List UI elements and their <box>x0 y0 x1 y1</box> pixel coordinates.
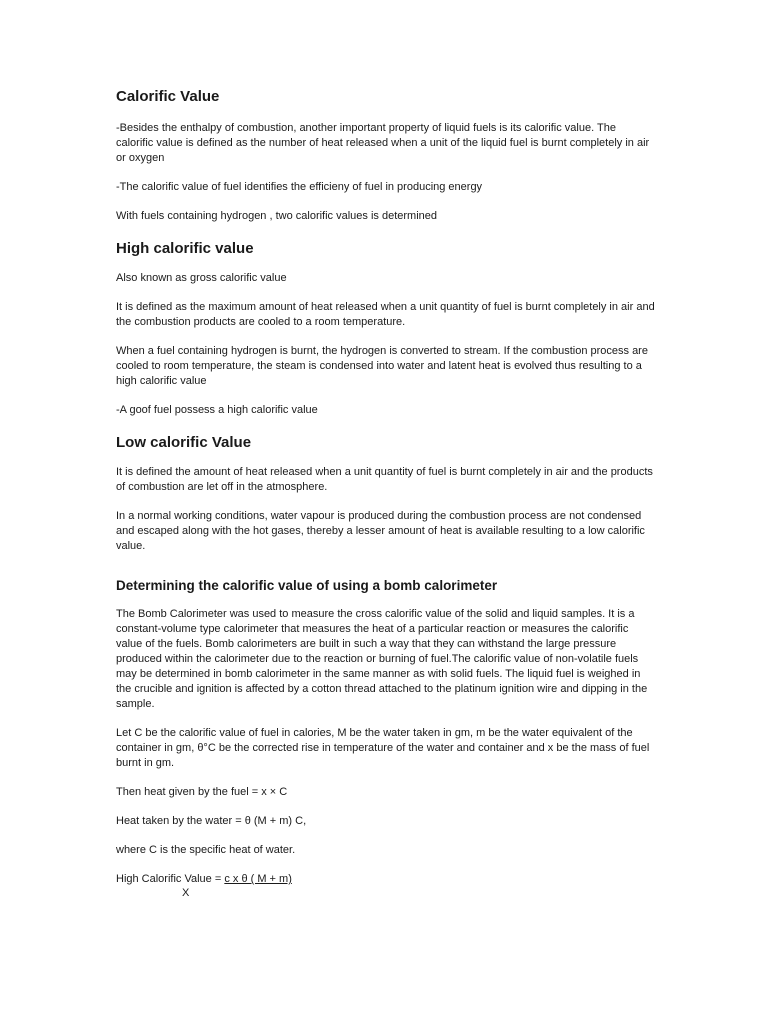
intro-paragraph-1: -Besides the enthalpy of combustion, another important property of liquid fuels is its calorific value. The calorific value is defined as the number of heat released when a unit of the liquid fuel is burnt completely in air or oxygen <box>116 122 650 164</box>
low-calorific-heading: Low calorific Value <box>116 434 252 451</box>
low-paragraph-2: In a normal working conditions, water vapour is produced during the combustion process are not condensed and escaped along with the hot gases, thereby a lesser amount of heat is available resulting to a low calorific value. <box>116 510 645 552</box>
formula-label: High Calorific Value = <box>116 873 225 885</box>
bomb-paragraph-3: Then heat given by the fuel = x × C <box>116 786 288 798</box>
intro-paragraph-3: With fuels containing hydrogen , two calorific values is determined <box>116 210 437 222</box>
formula-numerator: c x θ ( M + m) <box>224 873 292 885</box>
bomb-calorimeter-heading: Determining the calorific value of using a bomb calorimeter <box>116 578 498 593</box>
high-paragraph-4: -A goof fuel possess a high calorific value <box>116 404 318 416</box>
bomb-paragraph-5: where C is the specific heat of water. <box>116 844 296 856</box>
high-paragraph-3: When a fuel containing hydrogen is burnt, the hydrogen is converted to stream. If the combustion process are cooled to room temperature, the steam is condensed into water and latent heat is evolved thus resulting to a high calorific value <box>116 345 648 387</box>
formula-denominator: X <box>182 887 190 899</box>
high-calorific-formula <box>116 872 656 899</box>
bomb-paragraph-1: The Bomb Calorimeter was used to measure the cross calorific value of the solid and liquid samples. It is a constant-volume type calorimeter that measures the heat of a particular reaction or measures the calorific value of the fuels. Bomb calorimeters are built in such a way that they can withstand the large pressure produced within the calorimeter due to the reaction or burning of fuel.The calorific value of non-volatile fuels may be determined in bomb calorimeter in the same manner as with solid fuels. The liquid fuel is weighed in the crucible and ignition is affected by a cotton thread attached to the platinum ignition wire and dipping in the sample. <box>116 608 648 710</box>
document-page <box>116 88 656 901</box>
bomb-paragraph-2: Let C be the calorific value of fuel in calories, M be the water taken in gm, m be the water equivalent of the container in gm, θ°C be the corrected rise in temperature of the water and container and x be the mass of fuel burnt in gm. <box>116 727 650 769</box>
intro-paragraph-2: -The calorific value of fuel identifies the efficieny of fuel in producing energy <box>116 181 483 193</box>
high-paragraph-1: Also known as gross calorific value <box>116 272 287 284</box>
low-paragraph-1: It is defined the amount of heat released when a unit quantity of fuel is burnt completely in air and the products of combustion are let off in the atmosphere. <box>116 466 653 493</box>
page-title: Calorific Value <box>116 88 220 105</box>
high-paragraph-2: It is defined as the maximum amount of heat released when a unit quantity of fuel is burnt completely in air and the combustion products are cooled to a room temperature. <box>116 301 655 328</box>
bomb-paragraph-4: Heat taken by the water = θ (M + m) C, <box>116 815 307 827</box>
high-calorific-heading: High calorific value <box>116 240 254 257</box>
